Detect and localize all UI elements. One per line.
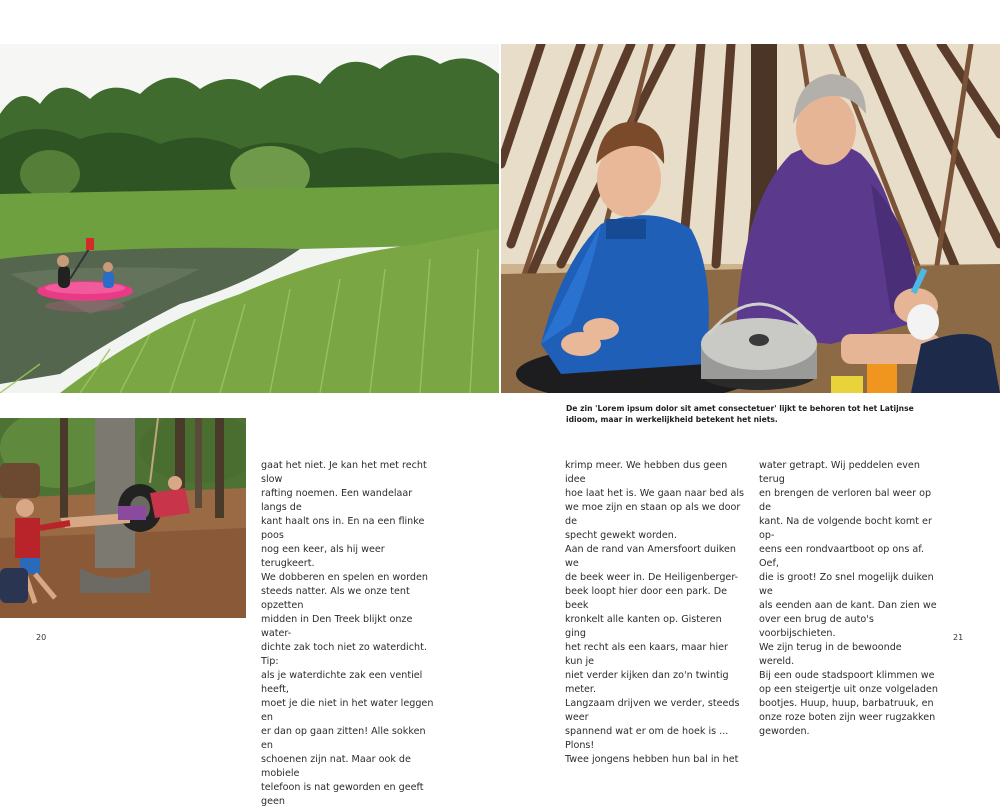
page-number-left: 20 bbox=[36, 633, 47, 642]
photo-tire-swing bbox=[0, 418, 246, 618]
body-text-column-1: gaat het niet. Je kan het met recht slow rafting noemen. Een wandelaar langs de kant haalt ons in. En na een flinke poos nog een keer, als hij weer terugkeert. We dobberen en spelen en worden steeds natter. Als we onze tent opzetten midden in Den Treek blijkt onze water- dichte zak toch niet zo waterdicht. Tip: als je waterdichte zak een ventiel heeft, moet je die niet in het water leggen en er dan op gaan zitten! Alle sokken en schoenen zijn nat. Maar ook de mobiele telefoon is nat geworden en geeft geen bbox=[261, 460, 434, 807]
photo-campfire-cooking bbox=[501, 44, 1000, 393]
photo-caption: De zin 'Lorem ipsum dolor sit amet consectetuer' lijkt te behoren tot het Latijnse idioom, maar in werkelijkheid betekent het niets. bbox=[566, 404, 914, 424]
page-number-right: 21 bbox=[953, 633, 964, 642]
body-text-column-2: krimp meer. We hebben dus geen idee hoe laat het is. We gaan naar bed als we moe zijn en staan op als we door de specht gewekt worden. Aan de rand van Amersfoort duiken we de beek weer in. De Heiligenberger- beek loopt hier door een park. De beek kronkelt alle kanten op. Gisteren ging het recht als een kaars, maar hier kun je niet verder kijken dan zo'n twintig meter. Langzaam drijven we verder, steeds weer spannend wat er om de hoek is ... Plons! Twee jongens hebben hun bal in het bbox=[565, 460, 745, 765]
photo-river-rafting bbox=[0, 44, 499, 393]
body-text-column-3: water getrapt. Wij peddelen even terug en brengen de verloren bal weer op de kant. Na de volgende bocht komt er op- eens een rondvaartboot op ons af. Oef, die is groot! Zo snel mogelijk duiken we als eenden aan de kant. Dan zien we over een brug de auto's voorbijschieten. We zijn terug in de bewoonde wereld. Bij een oude stadspoort klimmen we op een steigertje uit onze volgeladen bootjes. Huup, huup, barbatruuk, en onze roze boten zijn weer rugzakken geworden. bbox=[759, 460, 938, 737]
